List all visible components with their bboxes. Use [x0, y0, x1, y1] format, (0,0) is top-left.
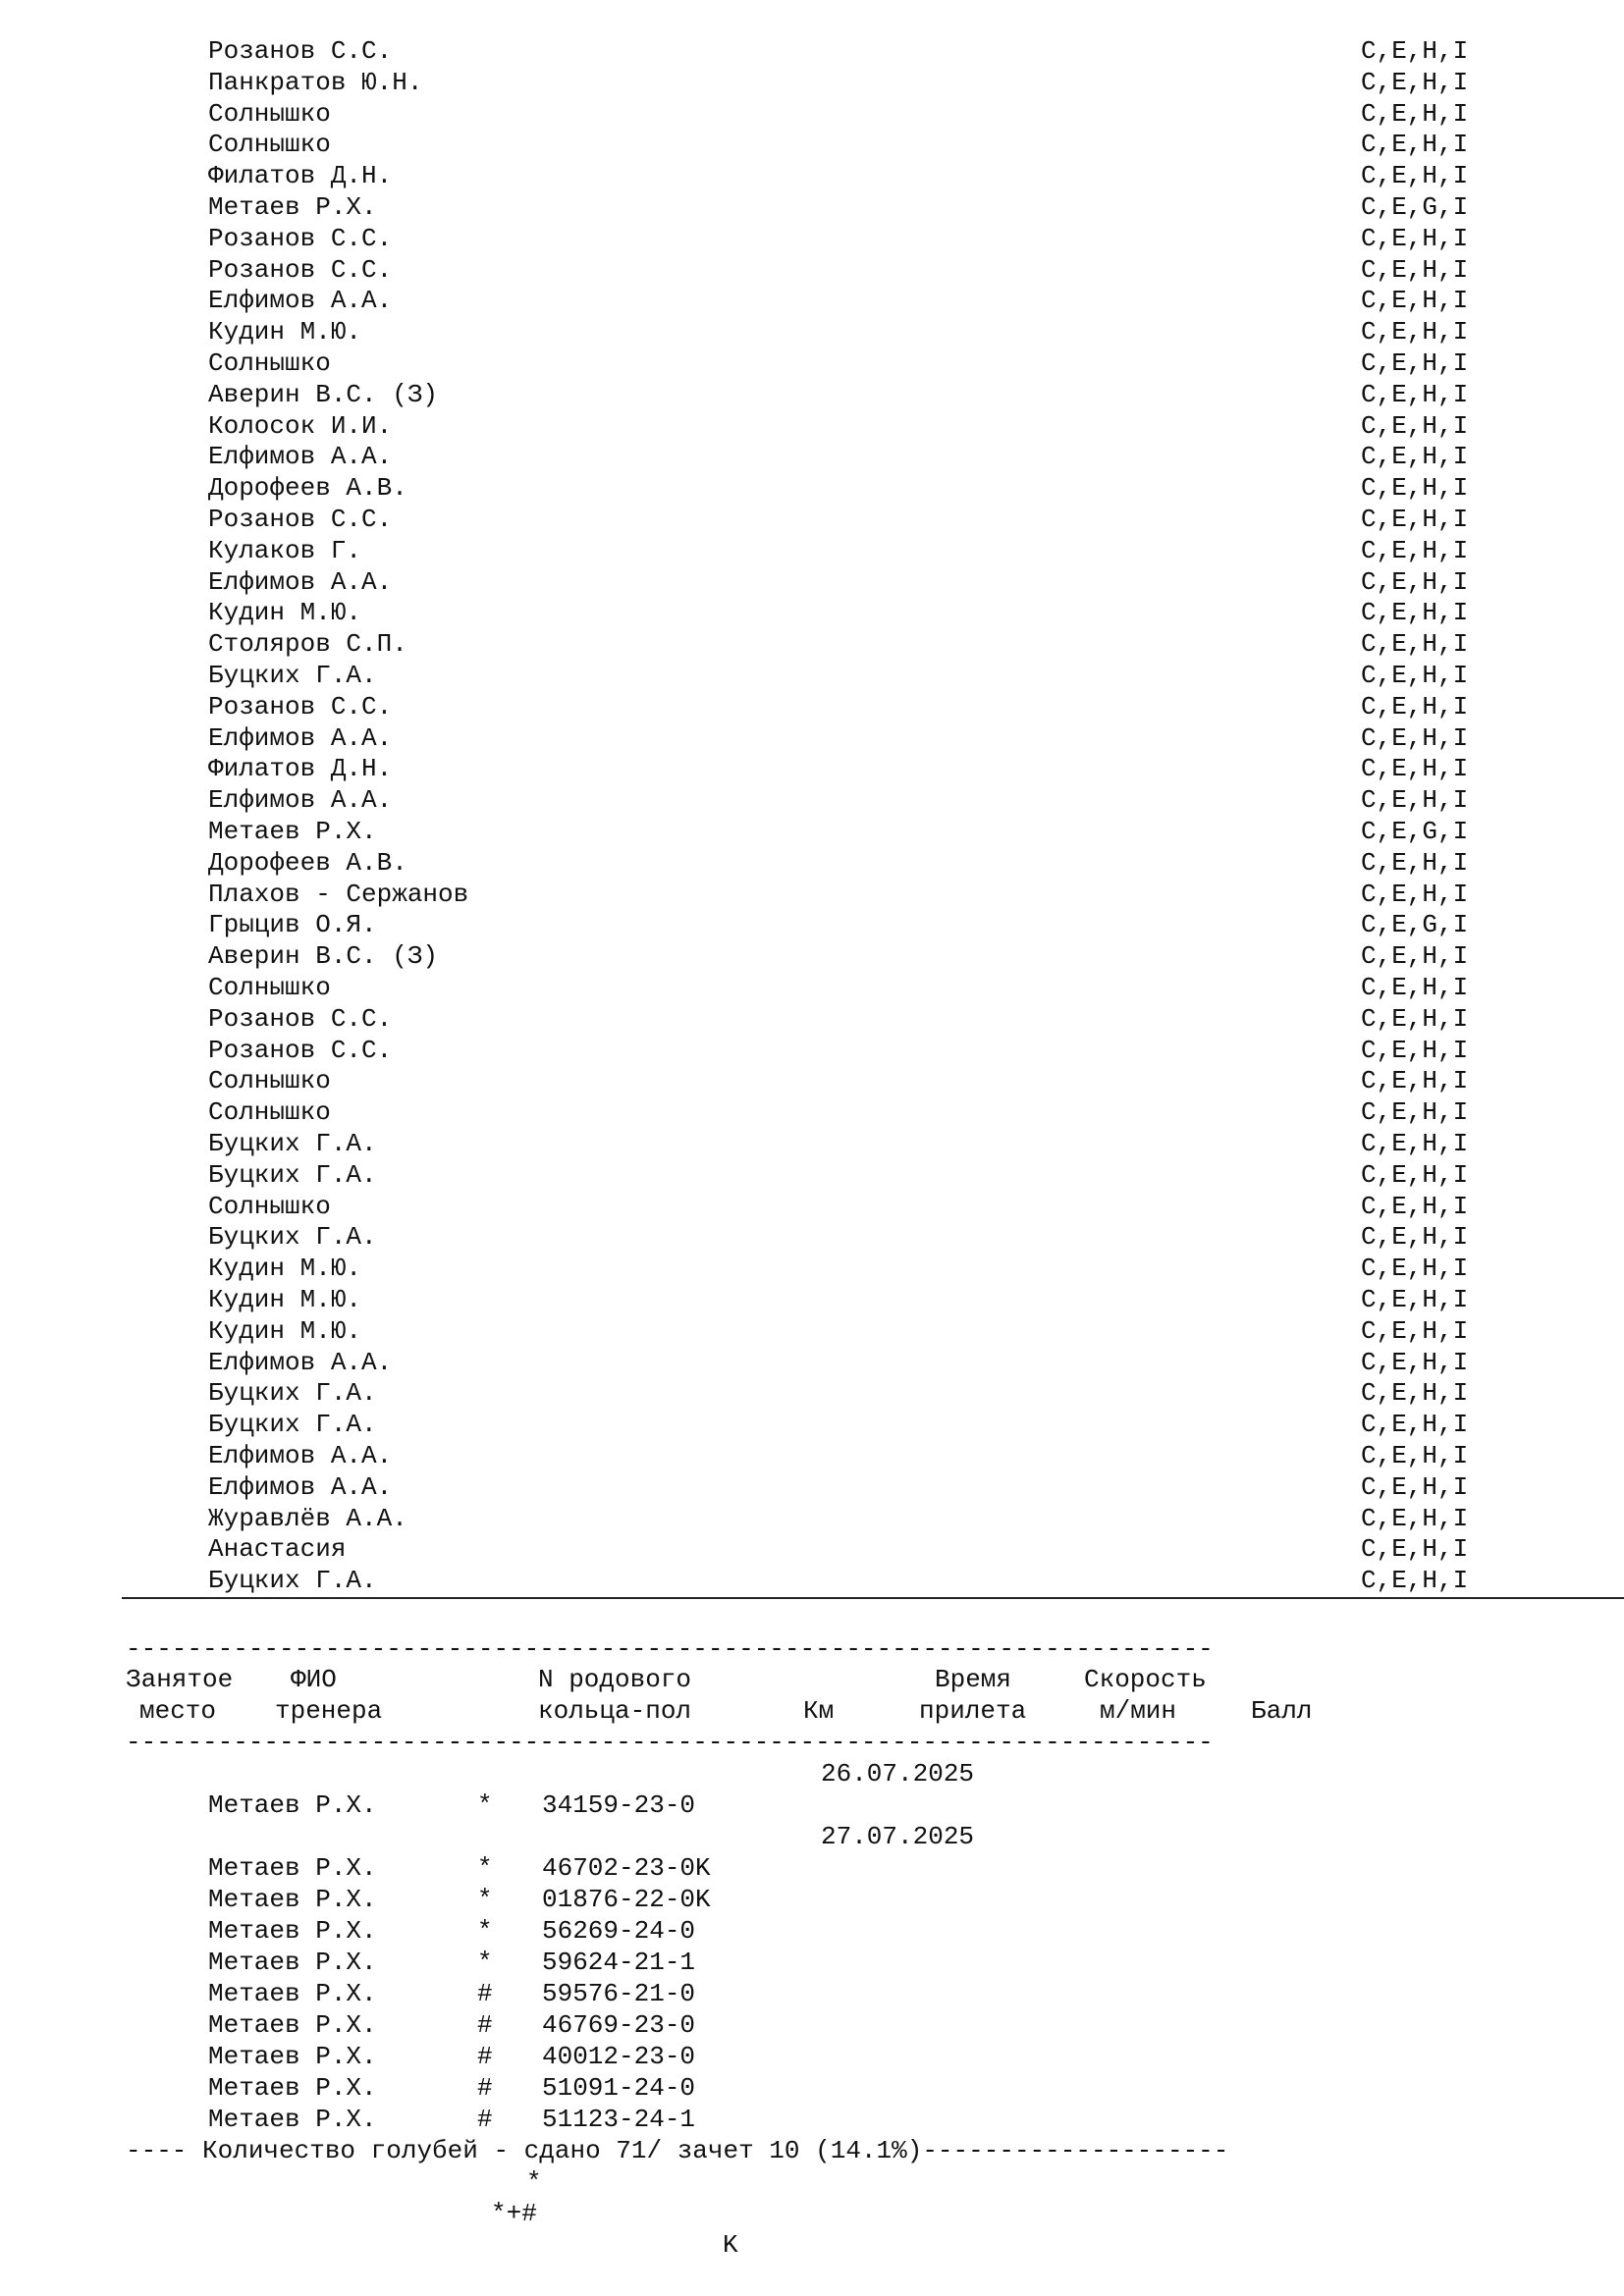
cell-fancier: Розанов С.С. — [208, 254, 393, 285]
cell-fancier: Метаев Р.Х. — [208, 817, 377, 846]
cell-flags: C,E,H,I — [1361, 442, 1469, 472]
header-place-line2: место — [139, 1696, 217, 1726]
cell-flags: C,E,H,I — [1361, 535, 1469, 565]
header-ball: Балл — [1251, 1696, 1313, 1726]
cell-flags: C,E,H,I — [1361, 1347, 1469, 1377]
cell-fancier: Розанов С.С. — [208, 223, 393, 253]
summary-fancier: Метаев Р.Х. — [208, 1790, 377, 1820]
header-fio-line2: тренера — [275, 1696, 383, 1726]
cell-flags: C,E,H,I — [1361, 1159, 1469, 1190]
cell-flags: C,E,H,I — [1361, 1534, 1469, 1565]
cell-fancier: Елфимов А.А. — [208, 1441, 393, 1470]
cell-fancier: Розанов С.С. — [208, 1003, 393, 1034]
cell-fancier: Кулаков Г. — [208, 535, 362, 565]
cell-fancier: Солнышко — [208, 348, 331, 378]
total-mark: * — [526, 2167, 542, 2197]
summary-mark: # — [477, 2073, 493, 2103]
cell-flags: C,E,H,I — [1361, 973, 1469, 1002]
cell-fancier: Розанов С.С. — [208, 505, 393, 534]
header-speed-line1: Скорость — [1084, 1665, 1207, 1694]
summary-mark: # — [477, 1979, 493, 2008]
summary-ring: 46769-23-0 — [542, 2010, 696, 2040]
summary-mark: * — [477, 1790, 493, 1820]
cell-fancier: Солнышко — [208, 973, 331, 1002]
cell-flags: C,E,H,I — [1361, 1129, 1469, 1158]
summary-fancier: Метаев Р.Х. — [208, 1885, 377, 1914]
cell-fancier: Аверин В.С. (З) — [208, 379, 439, 409]
summary-fancier: Метаев Р.Х. — [208, 2105, 377, 2134]
cell-fancier: Солнышко — [208, 1066, 331, 1096]
cell-fancier: Елфимов А.А. — [208, 442, 393, 472]
cell-flags: C,E,H,I — [1361, 348, 1469, 378]
header-time-line2: прилета — [919, 1696, 1027, 1726]
header-fio-line1: ФИО — [291, 1665, 337, 1694]
cell-fancier: Метаев Р.Х. — [208, 192, 377, 222]
cell-fancier: Буцких Г.А. — [208, 1222, 377, 1253]
cell-flags: C,E,H,I — [1361, 1378, 1469, 1409]
summary-header-dash-line: ----------------------------------------------------------------------- — [126, 1728, 1214, 1757]
cell-flags: C,E,H,I — [1361, 879, 1469, 909]
cell-flags: C,E,H,I — [1361, 161, 1469, 191]
cell-flags: C,E,H,I — [1361, 1066, 1469, 1096]
cell-fancier: Кудин М.Ю. — [208, 317, 362, 347]
cell-fancier: Елфимов А.А. — [208, 785, 393, 816]
cell-fancier: Колосок И.И. — [208, 410, 393, 441]
cell-flags: C,E,H,I — [1361, 36, 1469, 66]
summary-date-1: 26.07.2025 — [821, 1759, 975, 1789]
cell-fancier: Кудин М.Ю. — [208, 1285, 362, 1314]
cell-fancier: Дорофеев А.В. — [208, 847, 407, 878]
cell-flags: C,E,H,I — [1361, 1191, 1469, 1221]
cell-fancier: Розанов С.С. — [208, 691, 393, 721]
cell-fancier: Грыцив О.Я. — [208, 910, 377, 940]
summary-mark: # — [477, 2042, 493, 2071]
cell-flags: C,E,H,I — [1361, 410, 1469, 441]
cell-flags: C,E,H,I — [1361, 317, 1469, 347]
summary-fancier: Метаев Р.Х. — [208, 1948, 377, 1977]
header-time-line1: Время — [935, 1665, 1012, 1694]
cell-fancier: Буцких Г.А. — [208, 1566, 377, 1596]
cell-fancier: Солнышко — [208, 1191, 331, 1221]
summary-mark: # — [477, 2105, 493, 2134]
cell-fancier: Елфимов А.А. — [208, 1347, 393, 1377]
summary-top-dash-line: ----------------------------------------------------------------------- — [126, 1634, 1214, 1664]
cell-flags: C,E,H,I — [1361, 379, 1469, 409]
cell-flags: C,E,H,I — [1361, 629, 1469, 660]
cell-flags: C,E,H,I — [1361, 722, 1469, 753]
cell-flags: C,E,H,I — [1361, 1003, 1469, 1034]
cell-flags: C,E,H,I — [1361, 1410, 1469, 1440]
total-mark: K — [723, 2230, 738, 2260]
cell-flags: C,E,H,I — [1361, 473, 1469, 504]
cell-fancier: Панкратов Ю.Н. — [208, 67, 423, 97]
cell-flags: C,E,H,I — [1361, 661, 1469, 690]
cell-fancier: Плахов - Сержанов — [208, 879, 469, 909]
cell-flags: C,E,H,I — [1361, 1441, 1469, 1470]
summary-mark: # — [477, 2010, 493, 2040]
cell-flags: C,E,H,I — [1361, 1566, 1469, 1596]
summary-ring: 59624-21-1 — [542, 1948, 696, 1977]
summary-fancier: Метаев Р.Х. — [208, 1853, 377, 1883]
table-end-rule — [122, 1597, 1624, 1599]
summary-mark: * — [477, 1853, 493, 1883]
pigeon-count-line: ---- Количество голубей - сдано 71/ зачет 10 (14.1%)-------------------- — [126, 2136, 1229, 2165]
cell-fancier: Филатов Д.Н. — [208, 754, 393, 784]
cell-fancier: Аверин В.С. (З) — [208, 941, 439, 972]
cell-flags: C,E,G,I — [1361, 910, 1469, 940]
cell-flags: C,E,H,I — [1361, 505, 1469, 534]
header-ring-line1: N родового — [538, 1665, 692, 1694]
summary-mark: * — [477, 1916, 493, 1946]
summary-fancier: Метаев Р.Х. — [208, 1979, 377, 2008]
total-mark: *+# — [491, 2199, 537, 2228]
cell-flags: C,E,H,I — [1361, 98, 1469, 129]
summary-mark: * — [477, 1948, 493, 1977]
cell-flags: C,E,H,I — [1361, 785, 1469, 816]
cell-fancier: Елфимов А.А. — [208, 286, 393, 316]
summary-ring: 46702-23-0K — [542, 1853, 711, 1883]
cell-flags: C,E,H,I — [1361, 254, 1469, 285]
cell-flags: C,E,H,I — [1361, 1471, 1469, 1502]
summary-ring: 51091-24-0 — [542, 2073, 696, 2103]
header-place-line1: Занятое — [126, 1665, 234, 1694]
cell-flags: C,E,H,I — [1361, 1503, 1469, 1533]
cell-fancier: Кудин М.Ю. — [208, 1315, 362, 1346]
cell-flags: C,E,H,I — [1361, 223, 1469, 253]
cell-flags: C,E,H,I — [1361, 847, 1469, 878]
cell-fancier: Солнышко — [208, 130, 331, 160]
cell-fancier: Дорофеев А.В. — [208, 473, 407, 504]
cell-fancier: Елфимов А.А. — [208, 1471, 393, 1502]
cell-flags: C,E,G,I — [1361, 817, 1469, 846]
cell-fancier: Солнышко — [208, 1097, 331, 1128]
cell-fancier: Розанов С.С. — [208, 1035, 393, 1065]
cell-fancier: Филатов Д.Н. — [208, 161, 393, 191]
cell-fancier: Буцких Г.А. — [208, 1129, 377, 1158]
summary-ring: 40012-23-0 — [542, 2042, 696, 2071]
cell-flags: C,E,H,I — [1361, 941, 1469, 972]
cell-fancier: Солнышко — [208, 98, 331, 129]
cell-flags: C,E,H,I — [1361, 286, 1469, 316]
cell-flags: C,E,H,I — [1361, 1097, 1469, 1128]
summary-date-2: 27.07.2025 — [821, 1822, 975, 1851]
cell-flags: C,E,H,I — [1361, 598, 1469, 628]
cell-fancier: Столяров С.П. — [208, 629, 407, 660]
cell-flags: C,E,H,I — [1361, 1285, 1469, 1314]
cell-fancier: Елфимов А.А. — [208, 566, 393, 597]
cell-flags: C,E,H,I — [1361, 130, 1469, 160]
cell-fancier: Буцких Г.А. — [208, 1159, 377, 1190]
summary-fancier: Метаев Р.Х. — [208, 2010, 377, 2040]
cell-fancier: Розанов С.С. — [208, 36, 393, 66]
header-speed-line2: м/мин — [1100, 1696, 1177, 1726]
cell-fancier: Кудин М.Ю. — [208, 1254, 362, 1284]
summary-ring: 59576-21-0 — [542, 1979, 696, 2008]
summary-ring: 34159-23-0 — [542, 1790, 696, 1820]
cell-flags: C,E,H,I — [1361, 1222, 1469, 1253]
cell-fancier: Анастасия — [208, 1534, 347, 1565]
header-ring-line2: кольца-пол — [538, 1696, 692, 1726]
summary-ring: 51123-24-1 — [542, 2105, 696, 2134]
cell-flags: C,E,G,I — [1361, 192, 1469, 222]
cell-flags: C,E,H,I — [1361, 1254, 1469, 1284]
cell-fancier: Елфимов А.А. — [208, 722, 393, 753]
summary-ring: 56269-24-0 — [542, 1916, 696, 1946]
cell-fancier: Буцких Г.А. — [208, 1410, 377, 1440]
cell-fancier: Журавлёв А.А. — [208, 1503, 407, 1533]
cell-flags: C,E,H,I — [1361, 1035, 1469, 1065]
cell-fancier: Кудин М.Ю. — [208, 598, 362, 628]
summary-fancier: Метаев Р.Х. — [208, 2073, 377, 2103]
summary-mark: * — [477, 1885, 493, 1914]
header-km: Км — [803, 1696, 835, 1726]
summary-fancier: Метаев Р.Х. — [208, 2042, 377, 2071]
cell-fancier: Буцких Г.А. — [208, 661, 377, 690]
cell-flags: C,E,H,I — [1361, 1315, 1469, 1346]
summary-fancier: Метаев Р.Х. — [208, 1916, 377, 1946]
cell-fancier: Буцких Г.А. — [208, 1378, 377, 1409]
cell-flags: C,E,H,I — [1361, 566, 1469, 597]
cell-flags: C,E,H,I — [1361, 67, 1469, 97]
cell-flags: C,E,H,I — [1361, 691, 1469, 721]
summary-ring: 01876-22-0K — [542, 1885, 711, 1914]
cell-flags: C,E,H,I — [1361, 754, 1469, 784]
